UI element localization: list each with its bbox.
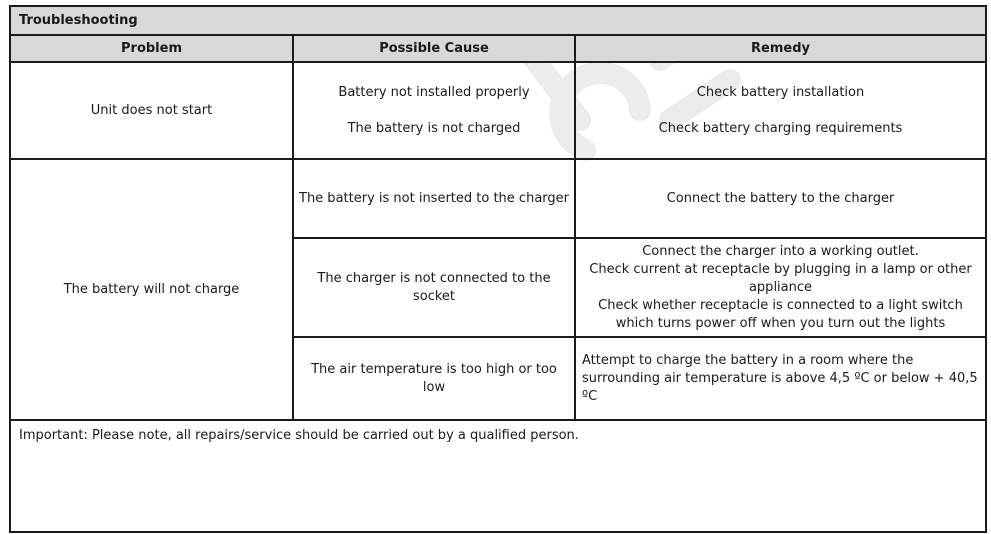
cause-cell bbox=[293, 62, 575, 159]
column-header-problem: Problem bbox=[10, 35, 293, 62]
cause-cell: The battery is not inserted to the charger bbox=[293, 159, 575, 238]
important-note: Important: Please note, all repairs/service should be carried out by a qualified person. bbox=[10, 420, 986, 532]
remedy-text: Connect the charger into a working outlet. bbox=[642, 243, 919, 259]
remedy-text: Attempt to charge the battery in a room where the surrounding air temperature is above 4,5 ºC or below + 40,5 ºC bbox=[582, 352, 978, 404]
remedy-text: Check current at receptacle by plugging in a lamp or other appliance bbox=[589, 261, 972, 295]
table-title-row bbox=[10, 6, 986, 35]
cause-cell: The charger is not connected to the socket bbox=[293, 238, 575, 337]
table-header-row bbox=[10, 35, 986, 62]
note-row bbox=[10, 420, 986, 532]
remedy-text: Connect the battery to the charger bbox=[666, 190, 895, 206]
table-row bbox=[10, 159, 986, 238]
table-title: Troubleshooting bbox=[10, 6, 986, 35]
remedy-cell bbox=[575, 238, 986, 337]
remedy-text: Check battery installation bbox=[696, 84, 865, 100]
remedy-text: Check battery charging requirements bbox=[658, 120, 903, 136]
remedy-text: Check whether receptacle is connected to a light switch which turns power off when you turn out the lights bbox=[598, 297, 963, 331]
column-header-cause: Possible Cause bbox=[293, 35, 575, 62]
problem-cell: Unit does not start bbox=[10, 62, 293, 159]
troubleshooting-table bbox=[9, 5, 987, 533]
problem-cell: The battery will not charge bbox=[10, 159, 293, 420]
cause-text: Battery not installed properly bbox=[338, 84, 530, 100]
cause-text: The battery is not charged bbox=[347, 120, 521, 136]
remedy-cell bbox=[575, 337, 986, 420]
cause-cell: The air temperature is too high or too low bbox=[293, 337, 575, 420]
remedy-cell bbox=[575, 159, 986, 238]
column-header-remedy: Remedy bbox=[575, 35, 986, 62]
remedy-cell bbox=[575, 62, 986, 159]
table-row bbox=[10, 62, 986, 159]
